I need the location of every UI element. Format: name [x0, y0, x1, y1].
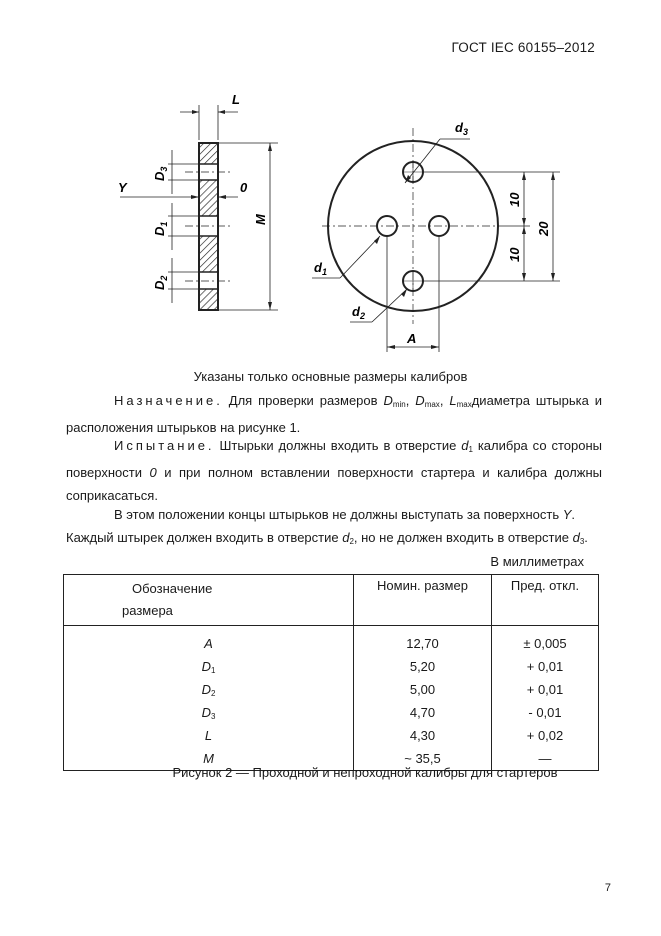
test-lead: Испытание.	[114, 438, 215, 453]
cell-designation-value: A	[204, 635, 213, 651]
label-dim-20: 20	[536, 221, 551, 236]
page-number: 7	[604, 882, 611, 894]
drawing-note: Указаны только основные размеры калибров	[193, 369, 468, 384]
cell-designation-value: L	[204, 727, 213, 743]
label-A: A	[407, 331, 417, 346]
position-text-2: .	[571, 507, 576, 522]
dimensions-table	[63, 574, 599, 771]
cell-designation	[64, 678, 354, 701]
cell-designation-subscript: 2	[210, 688, 216, 698]
header-tolerance: Пред. откл.	[492, 575, 599, 626]
sym-dmax-sub: max	[424, 400, 440, 409]
sym-dmax: D	[415, 393, 425, 408]
cell-designation-value: D	[201, 681, 211, 697]
cell-nominal	[354, 655, 492, 678]
sym-lmax-sub: max	[456, 400, 472, 409]
test-paragraph	[66, 434, 602, 507]
sym-dmin-sub: min	[392, 400, 406, 409]
cell-tolerance-value: ± 0,005	[523, 636, 567, 651]
figure-caption: Рисунок 2 — Проходной и непроходной калибры для стартеров	[172, 765, 558, 780]
document-header: ГОСТ IEC 60155–2012	[451, 40, 595, 55]
cell-nominal-value: 12,70	[406, 636, 439, 651]
units-note: В миллиметрах	[490, 554, 584, 569]
label-Y: Y	[118, 180, 127, 195]
cell-tolerance-value: + 0,02	[526, 728, 564, 743]
sym-d1: d	[461, 438, 469, 453]
cell-designation-value: D	[201, 704, 211, 720]
cell-nominal-value: 5,00	[409, 682, 436, 697]
cell-nominal-value: ~ 35,5	[404, 751, 441, 766]
cell-nominal-value: 5,20	[409, 659, 436, 674]
gauge-drawing	[0, 0, 661, 360]
cell-designation	[64, 724, 354, 747]
front-view	[312, 128, 560, 352]
cell-designation-subscript: 3	[210, 711, 216, 721]
cell-nominal-value: 4,30	[409, 728, 436, 743]
label-D2: $D_2$	[152, 275, 169, 290]
cell-tolerance-value: - 0,01	[528, 705, 562, 720]
each-pin-paragraph	[66, 526, 602, 553]
sym-y: Y	[562, 507, 572, 522]
label-L: L	[232, 92, 240, 107]
label-d1: $d_1$	[314, 260, 327, 277]
cell-tolerance-value: + 0,01	[526, 682, 564, 697]
label-dim-10-top: 10	[507, 192, 522, 207]
cell-tolerance	[492, 626, 599, 656]
cell-designation-value: M	[203, 750, 214, 766]
cell-nominal	[354, 724, 492, 747]
side-view	[120, 105, 278, 310]
table-row	[64, 626, 599, 656]
label-d2: $d_2$	[352, 304, 365, 321]
cell-tolerance	[492, 724, 599, 747]
cell-tolerance-value: —	[538, 751, 552, 766]
cell-tolerance	[492, 701, 599, 724]
label-D1: $D_1$	[152, 221, 169, 236]
label-D3: $D_3$	[152, 166, 169, 181]
cell-tolerance	[492, 678, 599, 701]
label-M: M	[253, 214, 268, 225]
each-pin-text-3: .	[584, 530, 588, 545]
table-header-row	[64, 575, 599, 626]
label-zero: 0	[240, 180, 248, 195]
purpose-lead: Назначение.	[114, 393, 223, 408]
label-d3: $d_3$	[455, 120, 468, 137]
purpose-comma-2: ,	[439, 393, 450, 408]
sym-d3-sub: 3	[579, 537, 585, 546]
table-row	[64, 678, 599, 701]
cell-nominal-value: 4,70	[409, 705, 436, 720]
cell-nominal	[354, 626, 492, 656]
cell-designation	[64, 701, 354, 724]
header-designation-line-1: Обозначение	[132, 581, 213, 596]
header-nominal: Номин. размер	[354, 575, 492, 626]
header-designation	[64, 575, 354, 626]
sym-d1-sub: 1	[468, 445, 473, 454]
table-row	[64, 701, 599, 724]
cell-tolerance-value: + 0,01	[526, 659, 564, 674]
cell-designation-value: D	[201, 658, 211, 674]
cell-nominal	[354, 701, 492, 724]
position-paragraph	[66, 503, 602, 526]
cell-designation	[64, 655, 354, 678]
sym-lmax: L	[449, 393, 457, 408]
sym-d2: d	[342, 530, 350, 545]
cell-tolerance	[492, 655, 599, 678]
header-designation-line-2: размера	[122, 603, 173, 618]
sym-d2-sub: 2	[349, 537, 354, 546]
purpose-text-1: Для проверки размеров	[228, 393, 384, 408]
purpose-text-2: диаметра штырька и расположения штырьков на рисунке 1.	[66, 393, 602, 435]
purpose-paragraph	[66, 389, 602, 439]
each-pin-text-2: , но не должен входить в отверстие	[353, 530, 573, 545]
sym-dmin: D	[383, 393, 393, 408]
each-pin-text-1: Каждый штырек должен входить в отверстие	[66, 530, 343, 545]
cell-designation-subscript: 1	[210, 665, 216, 675]
table-row	[64, 724, 599, 747]
cell-nominal	[354, 678, 492, 701]
cell-designation	[64, 626, 354, 656]
sym-d3: d	[572, 530, 580, 545]
table-row	[64, 655, 599, 678]
test-text-2: калибра со стороны поверхности	[66, 438, 602, 480]
purpose-comma-1: ,	[405, 393, 416, 408]
label-dim-10-bottom: 10	[507, 247, 522, 262]
position-text-1: В этом положении концы штырьков не должны выступать за поверхность	[114, 507, 563, 522]
test-text-3: и при полном вставлении поверхности стартера и калибра должны соприкасаться.	[66, 465, 602, 503]
test-text-1: Штырьки должны входить в отверстие	[219, 438, 462, 453]
sym-zero: 0	[149, 465, 157, 480]
